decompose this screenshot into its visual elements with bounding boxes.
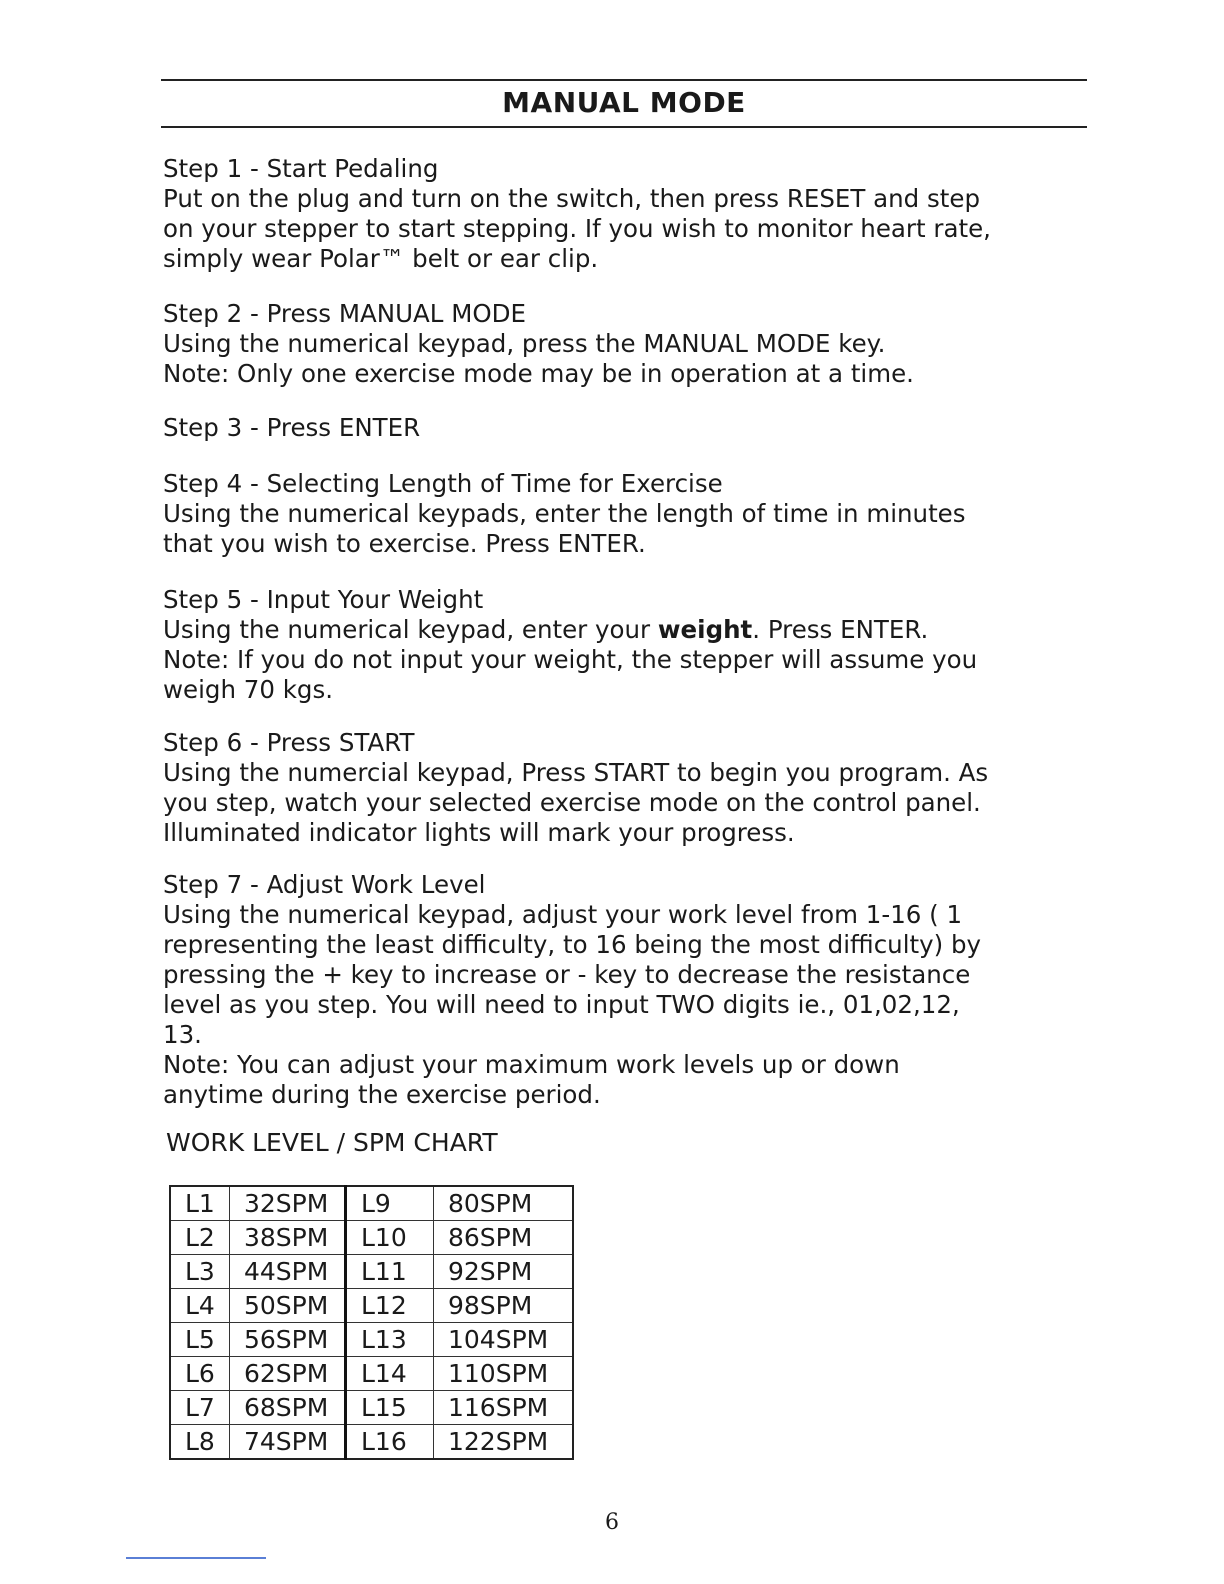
spm-cell: 50SPM — [230, 1289, 346, 1323]
footer-line — [126, 1557, 266, 1559]
step-line: simply wear Polar™ belt or ear clip. — [163, 244, 599, 273]
page-title: MANUAL MODE — [502, 86, 746, 119]
spm-cell: 32SPM — [230, 1186, 346, 1221]
step-line: on your stepper to start stepping. If you wish to monitor heart rate, — [163, 214, 991, 243]
step-line: Using the numerical keypad, enter your weight. Press ENTER. — [163, 615, 929, 644]
step-5 — [163, 585, 1073, 705]
step-line: Using the numerical keypad, adjust your work level from 1-16 ( 1 — [163, 900, 963, 929]
spm-cell: 44SPM — [230, 1255, 346, 1289]
work-level-spm-table — [169, 1185, 574, 1460]
step-2 — [163, 299, 1073, 389]
level-cell: L3 — [170, 1255, 230, 1289]
step-line: representing the least difficulty, to 16 being the most difficulty) by — [163, 930, 981, 959]
step-line: weigh 70 kgs. — [163, 675, 334, 704]
level-cell: L9 — [346, 1186, 434, 1221]
level-cell: L10 — [346, 1221, 434, 1255]
step-line: 13. — [163, 1020, 202, 1049]
chart-title: WORK LEVEL / SPM CHART — [166, 1128, 498, 1157]
level-cell: L16 — [346, 1425, 434, 1460]
spm-cell: 92SPM — [434, 1255, 574, 1289]
level-cell: L14 — [346, 1357, 434, 1391]
step-line: Note: Only one exercise mode may be in operation at a time. — [163, 359, 914, 388]
title-underline — [161, 126, 1087, 128]
step-line: anytime during the exercise period. — [163, 1080, 601, 1109]
level-cell: L5 — [170, 1323, 230, 1357]
spm-cell: 62SPM — [230, 1357, 346, 1391]
step-line: Using the numerical keypads, enter the length of time in minutes — [163, 499, 966, 528]
step-line: level as you step. You will need to input TWO digits ie., 01,02,12, — [163, 990, 960, 1019]
table-row — [170, 1289, 573, 1323]
spm-cell: 74SPM — [230, 1425, 346, 1460]
step-heading: Step 3 - Press ENTER — [163, 413, 421, 442]
table-row — [170, 1221, 573, 1255]
level-cell: L13 — [346, 1323, 434, 1357]
table-row — [170, 1186, 573, 1221]
level-cell: L7 — [170, 1391, 230, 1425]
spm-cell: 80SPM — [434, 1186, 574, 1221]
step-line: Illuminated indicator lights will mark your progress. — [163, 818, 795, 847]
spm-cell: 56SPM — [230, 1323, 346, 1357]
step-heading: Step 6 - Press START — [163, 728, 415, 757]
step-1 — [163, 154, 1073, 274]
spm-cell: 86SPM — [434, 1221, 574, 1255]
level-cell: L12 — [346, 1289, 434, 1323]
step-heading: Step 7 - Adjust Work Level — [163, 870, 486, 899]
spm-cell: 38SPM — [230, 1221, 346, 1255]
table-row — [170, 1425, 573, 1460]
step-4 — [163, 469, 1073, 559]
level-cell: L4 — [170, 1289, 230, 1323]
weight-emphasis: weight — [657, 615, 753, 644]
spm-cell: 116SPM — [434, 1391, 574, 1425]
level-cell: L11 — [346, 1255, 434, 1289]
level-cell: L1 — [170, 1186, 230, 1221]
step-line: Put on the plug and turn on the switch, then press RESET and step — [163, 184, 981, 213]
step-3 — [163, 413, 1073, 443]
top-rule — [161, 79, 1087, 81]
step-line: pressing the + key to increase or - key to decrease the resistance — [163, 960, 971, 989]
step-line: Note: You can adjust your maximum work levels up or down — [163, 1050, 900, 1079]
step-heading: Step 5 - Input Your Weight — [163, 585, 484, 614]
level-cell: L8 — [170, 1425, 230, 1460]
step-heading: Step 2 - Press MANUAL MODE — [163, 299, 526, 328]
level-cell: L15 — [346, 1391, 434, 1425]
step-7 — [163, 870, 1073, 1110]
step-heading: Step 1 - Start Pedaling — [163, 154, 439, 183]
spm-cell: 122SPM — [434, 1425, 574, 1460]
step-line: Using the numercial keypad, Press START to begin you program. As — [163, 758, 989, 787]
spm-cell: 98SPM — [434, 1289, 574, 1323]
step-line: you step, watch your selected exercise mode on the control panel. — [163, 788, 981, 817]
step-heading: Step 4 - Selecting Length of Time for Exercise — [163, 469, 723, 498]
page-number: 6 — [605, 1510, 619, 1535]
table-row — [170, 1357, 573, 1391]
spm-cell: 110SPM — [434, 1357, 574, 1391]
step-6 — [163, 728, 1073, 848]
step-line: Note: If you do not input your weight, the stepper will assume you — [163, 645, 978, 674]
table-row — [170, 1255, 573, 1289]
level-cell: L2 — [170, 1221, 230, 1255]
step-line: that you wish to exercise. Press ENTER. — [163, 529, 646, 558]
spm-cell: 68SPM — [230, 1391, 346, 1425]
step-line: Using the numerical keypad, press the MANUAL MODE key. — [163, 329, 886, 358]
table-row — [170, 1391, 573, 1425]
spm-cell: 104SPM — [434, 1323, 574, 1357]
table-row — [170, 1323, 573, 1357]
level-cell: L6 — [170, 1357, 230, 1391]
